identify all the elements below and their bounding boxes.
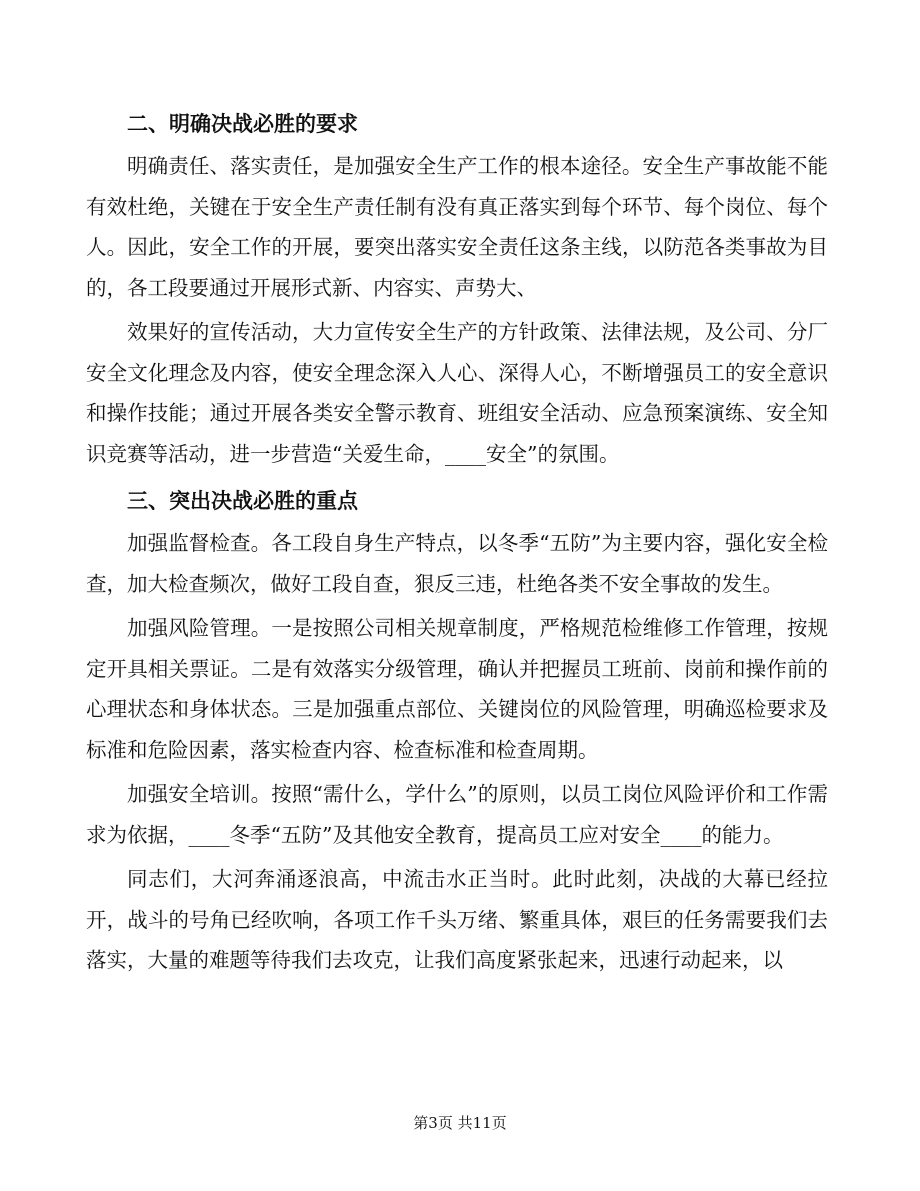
page-number-footer: 第3页 共11页 — [413, 1114, 507, 1132]
paragraph: 效果好的宣传活动，大力宣传安全生产的方针政策、法律法规，及公司、分厂安全文化理念及内容，使安全理念深入人心、深得人心，不断增强员工的安全意识和操作技能；通过开展各类安全警示教育、班组安全活动、应急预案演练、安全知识竞赛等活动，进一步营造“关爱生命，____安全”的氛围。 — [86, 320, 828, 466]
section-heading: 三、突出决战必胜的重点 — [127, 488, 358, 513]
paragraph: 加强风险管理。一是按照公司相关规章制度，严格规范检维修工作管理，按规定开具相关票证。二是有效落实分级管理，确认并把握员工班前、岗前和操作前的心理状态和身体状态。三是加强重点部位、关键岗位的风险管理，明确巡检要求及标准和危险因素，落实检查内容、检查标准和检查周期。 — [86, 616, 828, 762]
paragraph: 同志们，大河奔涌逐浪高，中流击水正当时。此时此刻，决战的大幕已经拉开，战斗的号角已经吹响，各项工作千头万绪、繁重具体，艰巨的任务需要我们去落实，大量的难题等待我们去攻克，让我们高度紧张起来，迅速行动起来，以 — [86, 867, 828, 972]
paragraph: 明确责任、落实责任，是加强安全生产工作的根本途径。安全生产事故能不能有效杜绝，关键在于安全生产责任制有没有真正落实到每个环节、每个岗位、每个人。因此，安全工作的开展，要突出落实安全责任这条主线，以防范各类事故为目的，各工段要通过开展形式新、内容实、声势大、 — [86, 154, 828, 300]
paragraph: 加强安全培训。按照“需什么，学什么”的原则，以员工岗位风险评价和工作需求为依据，____冬季“五防”及其他安全教育，提高员工应对安全____的能力。 — [86, 782, 828, 847]
paragraph: 加强监督检查。各工段自身生产特点，以冬季“五防”为主要内容，强化安全检查，加大检查频次，做好工段自查，狠反三违，杜绝各类不安全事故的发生。 — [86, 531, 828, 596]
document-body — [86, 101, 828, 981]
section-heading: 二、明确决战必胜的要求 — [127, 111, 358, 136]
